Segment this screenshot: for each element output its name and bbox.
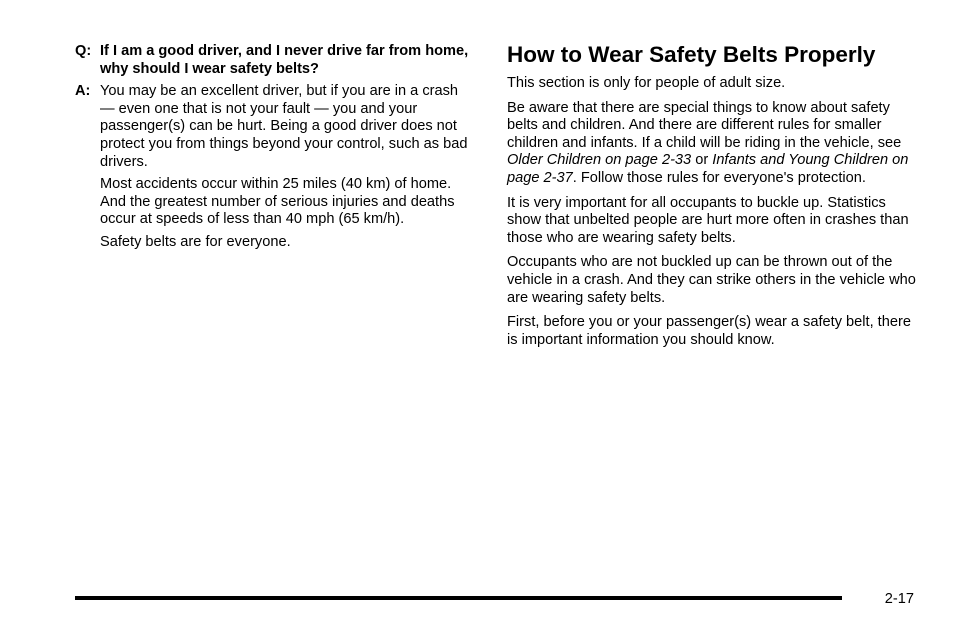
footer-rule xyxy=(75,596,842,600)
page-number: 2-17 xyxy=(884,591,914,607)
question-label: Q: xyxy=(75,43,92,59)
paragraph-buckle-up: It is very important for all occupants to buckle up. Statistics show that unbelted people are hurt more often in crashes than those who are wearing safety belts. xyxy=(507,194,909,246)
paragraph-thrown-out: Occupants who are not buckled up can be thrown out of the vehicle in a crash. And they can strike others in the vehicle who are wearing safety belts. xyxy=(507,254,916,306)
paragraph-important-info: First, before you or your passenger(s) wear a safety belt, there is important information you should know. xyxy=(507,314,911,348)
children-text-start: Be aware that there are special things to know about safety belts and children. And there are different rules for smaller children and infants. If a child will be riding in the vehicle, see xyxy=(507,99,902,151)
reference-older-children[interactable]: Older Children on page 2-33 xyxy=(507,152,692,169)
paragraph-children xyxy=(507,100,917,188)
answer-paragraph-2: Most accidents occur within 25 miles (40 km) of home. And the greatest number of serious injuries and deaths occur at speeds of less than 40 mph (65 km/h). xyxy=(100,176,455,228)
question xyxy=(75,43,475,78)
left-column xyxy=(75,43,475,252)
answer xyxy=(75,83,475,171)
paragraph-adult-size: This section is only for people of adult size. xyxy=(507,75,786,91)
children-text-or: or xyxy=(691,152,713,169)
answer-paragraph-3: Safety belts are for everyone. xyxy=(100,233,291,250)
question-text: If I am a good driver, and I never drive far from home, why should I wear safety belts? xyxy=(100,43,469,77)
children-text-end: . Follow those rules for everyone's protection. xyxy=(572,169,866,186)
right-column xyxy=(507,42,917,356)
answer-text: You may be an excellent driver, but if you are in a crash — even one that is not your fault — you and your passenger(s) can be hurt. Being a good driver does not protect you from things beyond your control, such as bad drivers. xyxy=(100,83,468,170)
reference-infants-young-children[interactable]: Infants and Young Children on page 2-37 xyxy=(507,152,909,186)
section-heading: How to Wear Safety Belts Properly xyxy=(507,42,876,67)
answer-label: A: xyxy=(75,83,91,100)
